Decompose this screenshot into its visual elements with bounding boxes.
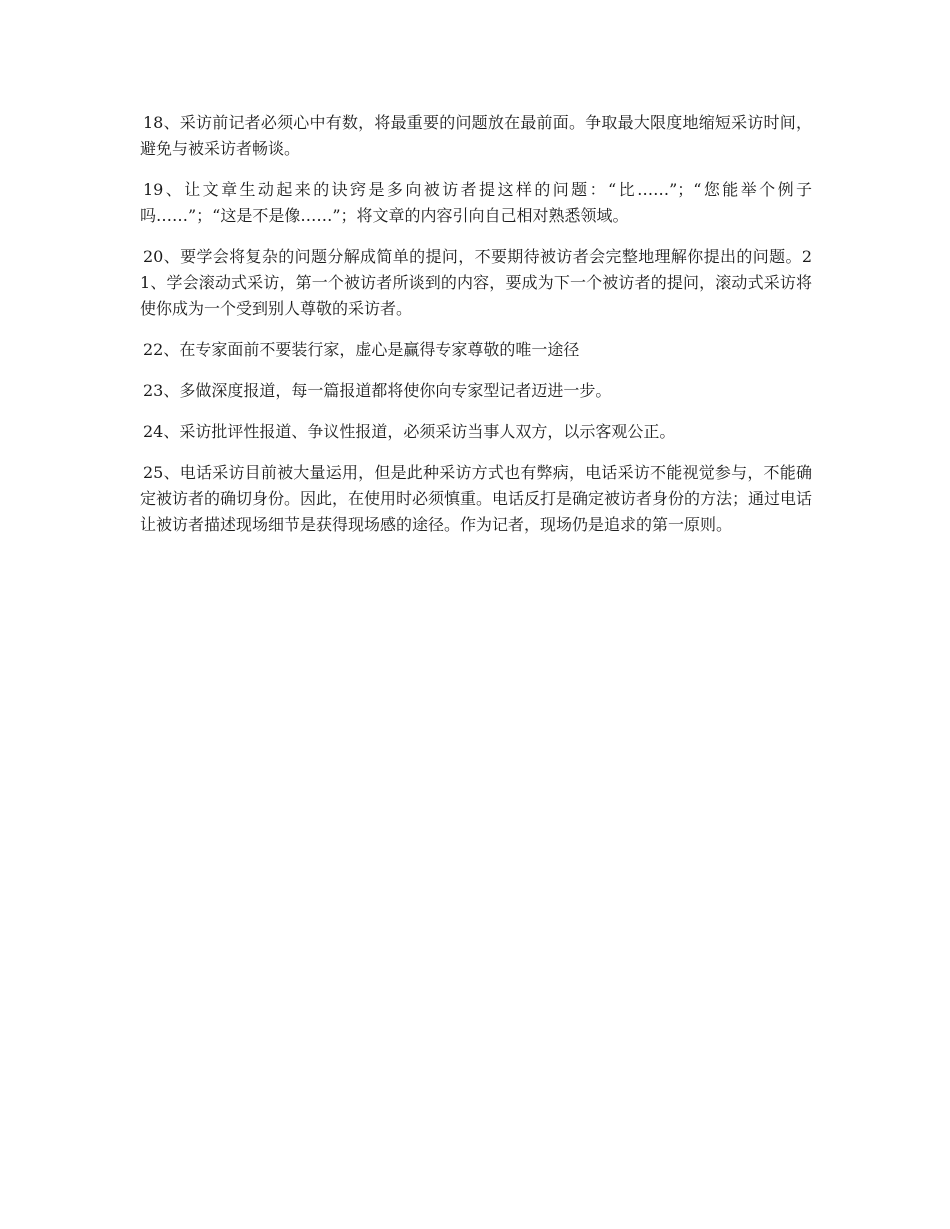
paragraph-25: 25、电话采访目前被大量运用，但是此种采访方式也有弊病，电话采访不能视觉参与，不能确定被访者的确切身份。因此，在使用时必须慎重。电话反打是确定被访者身份的方法；通过电话让被访者描述现场细节是获得现场感的途径。作为记者，现场仍是追求的第一原则。 — [140, 463, 813, 534]
document-body — [140, 110, 812, 553]
paragraph-24: 24、采访批评性报道、争议性报道，必须采访当事人双方，以示客观公正。 — [143, 422, 676, 441]
paragraph-23: 23、多做深度报道，每一篇报道都将使你向专家型记者迈进一步。 — [143, 381, 612, 400]
paragraph-22: 22、在专家面前不要装行家，虚心是赢得专家尊敬的唯一途径 — [143, 340, 580, 359]
paragraph-20-21: 20、要学会将复杂的问题分解成简单的提问，不要期待被访者会完整地理解你提出的问题。21、学会滚动式采访，第一个被访者所谈到的内容，要成为下一个被访者的提问，滚动式采访将使你成为一个受到别人尊敬的采访者。 — [140, 247, 812, 318]
paragraph-19: 19、让文章生动起来的诀窍是多向被访者提这样的问题：“比……”；“您能举个例子吗……”；“这是不是像……”；将文章的内容引向自己相对熟悉领域。 — [140, 180, 812, 225]
paragraph-18: 18、采访前记者必须心中有数，将最重要的问题放在最前面。争取最大限度地缩短采访时间，避免与被采访者畅谈。 — [140, 113, 812, 158]
